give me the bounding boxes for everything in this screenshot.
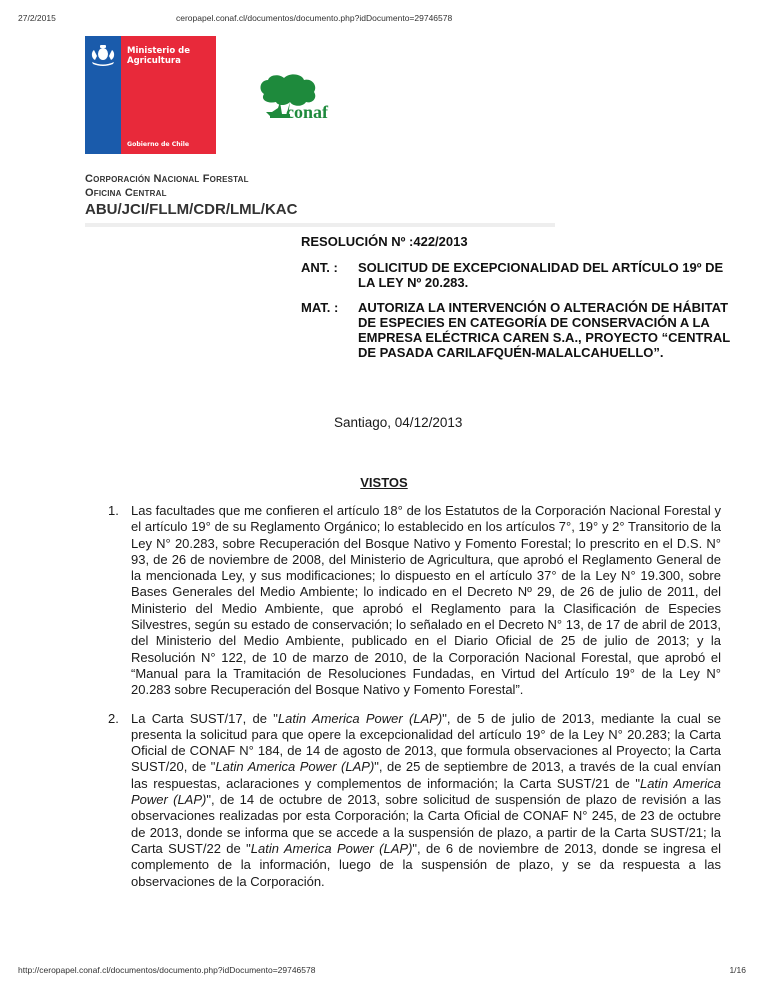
- svg-text:conaf: conaf: [286, 102, 328, 122]
- page-number: 1/16: [729, 965, 746, 975]
- item-number: 2.: [108, 710, 119, 726]
- item-text: Las facultades que me confieren el artículo 18° de los Estatutos de la Corporación Nacional Forestal y el artículo 19° de su Reglamento Orgánico; lo establecido en los artículos 7°, 19° y 2° Transitorio de la Ley N° 20.283, sobre Recuperación del Bosque Nativo y Fomento Forestal; lo prescrito en el D.S. N° 93, de 26 de noviembre de 2008, del Ministerio de Agricultura, que aprobó el Reglamento General de la mencionada Ley, y sus modificaciones; lo dispuesto en el artículo 37° de la Ley N° 19.300, sobre Bases Generales del Medio Ambiente; lo indicado en el Decreto Nº 29, de 26 de julio de 2011, del Ministerio del Medio Ambiente, que aprobó el Reglamento para la Clasificación de Especies Silvestres, según su estado de conservación; lo señalado en el Decreto N° 13, de 17 de abril de 2013, del Ministerio del Medio Ambiente, publicado en el Diario Oficial de 25 de julio de 2013; y la Resolución N° 122, de 10 de marzo de 2010, de la Corporación Nacional Forestal, que aprobó el “Manual para la Tramitación de Resoluciones Fundadas, en Virtud del Artículo 19° de la Ley N° 20.283 sobre Recuperación del Bosque Nativo y Fomento Forestal”.: [131, 503, 721, 698]
- mat-label: MAT. :: [301, 300, 339, 315]
- vistos-list: [108, 503, 721, 890]
- text-segment: ", de 6 de noviembre de 2013, donde se ingresa el complemento de la información, luego de la suspensión de plazo, y se da respuesta a las observaciones de la Corporación.: [131, 840, 721, 889]
- org-office: Oficina Central: [85, 187, 167, 199]
- chile-coat-of-arms-icon: [88, 42, 118, 68]
- org-header: [85, 172, 297, 219]
- item-number: 1.: [108, 503, 119, 518]
- logo-red-band: [121, 36, 216, 154]
- mat-value: AUTORIZA LA INTERVENCIÓN O ALTERACIÓN DE HÁBITAT DE ESPECIES EN CATEGORÍA DE CONSERVACIÓN A LA EMPRESA ELÉCTRICA CAREN S.A., PROYECTO “CENTRAL DE PASADA CARILAFQUÉN-MALALCAHUELLO”.: [358, 300, 730, 360]
- gobierno-label: Gobierno de Chile: [127, 141, 190, 148]
- reference-code: ABU/JCI/FLLM/CDR/LML/KAC: [85, 201, 298, 218]
- company-name: Latin America Power (LAP): [131, 775, 722, 808]
- text-segment: ", de 25 de septiembre de 2013, a través de la cual envían las respuestas, aclaraciones y complementos de información; la Carta SUST/21 de ": [131, 759, 721, 791]
- list-item: [108, 711, 721, 890]
- ant-value: SOLICITUD DE EXCEPCIONALIDAD DEL ARTÍCULO 19º DE LA LEY Nº 20.283.: [358, 260, 724, 290]
- header-separator: [85, 223, 555, 227]
- company-name: Latin America Power (LAP): [277, 710, 443, 726]
- print-header: [0, 13, 768, 27]
- resolution-title: RESOLUCIÓN Nº :422/2013: [301, 234, 468, 249]
- ant-label: ANT. :: [301, 260, 338, 275]
- text-segment: ", de 14 de octubre de 2013, sobre solicitud de suspensión de plazo de revisión a las observaciones realizadas por esta Corporación; la Carta Oficial de CONAF N° 245, de 23 de octubre de 2013, donde se informa que se accede a la suspensión de plazo, a partir de la Carta SUST/21; la Carta SUST/22 de ": [131, 792, 721, 856]
- ant-row: [301, 260, 741, 290]
- ministerio-line2: Agricultura: [127, 56, 181, 66]
- mat-row: [301, 300, 741, 360]
- company-name: Latin America Power (LAP): [215, 759, 375, 775]
- resolution-block: [301, 234, 741, 360]
- ministerio-name: [127, 46, 190, 66]
- company-name: Latin America Power (LAP): [250, 840, 413, 856]
- item-text: [131, 711, 721, 890]
- org-name: Corporación Nacional Forestal: [85, 173, 249, 185]
- resolution-date: Santiago, 04/12/2013: [334, 415, 463, 430]
- print-date: 27/2/2015: [18, 13, 56, 23]
- vistos-heading: VISTOS: [360, 475, 408, 490]
- text-segment: ", de 5 de julio de 2013, mediante la cual se presenta la solicitud para que opere la excepcionalidad del artículo 19° de la Ley N° 20.283; la Carta Oficial de CONAF N° 184, de 14 de agosto de 2013, que formula observaciones al Proyecto; la Carta SUST/20, de ": [131, 710, 721, 775]
- logo-blue-band: [85, 36, 121, 154]
- ministerio-line1: Ministerio de: [127, 46, 190, 56]
- list-item: [108, 503, 721, 699]
- ministerio-agricultura-logo: [85, 36, 216, 154]
- footer-url: http://ceropapel.conaf.cl/documentos/documento.php?idDocumento=29746578: [18, 965, 316, 975]
- text-segment: La Carta SUST/17, de ": [131, 710, 278, 726]
- print-url: ceropapel.conaf.cl/documentos/documento.php?idDocumento=29746578: [176, 13, 453, 23]
- conaf-tree-logo-icon: [256, 72, 348, 130]
- print-footer: [0, 965, 768, 979]
